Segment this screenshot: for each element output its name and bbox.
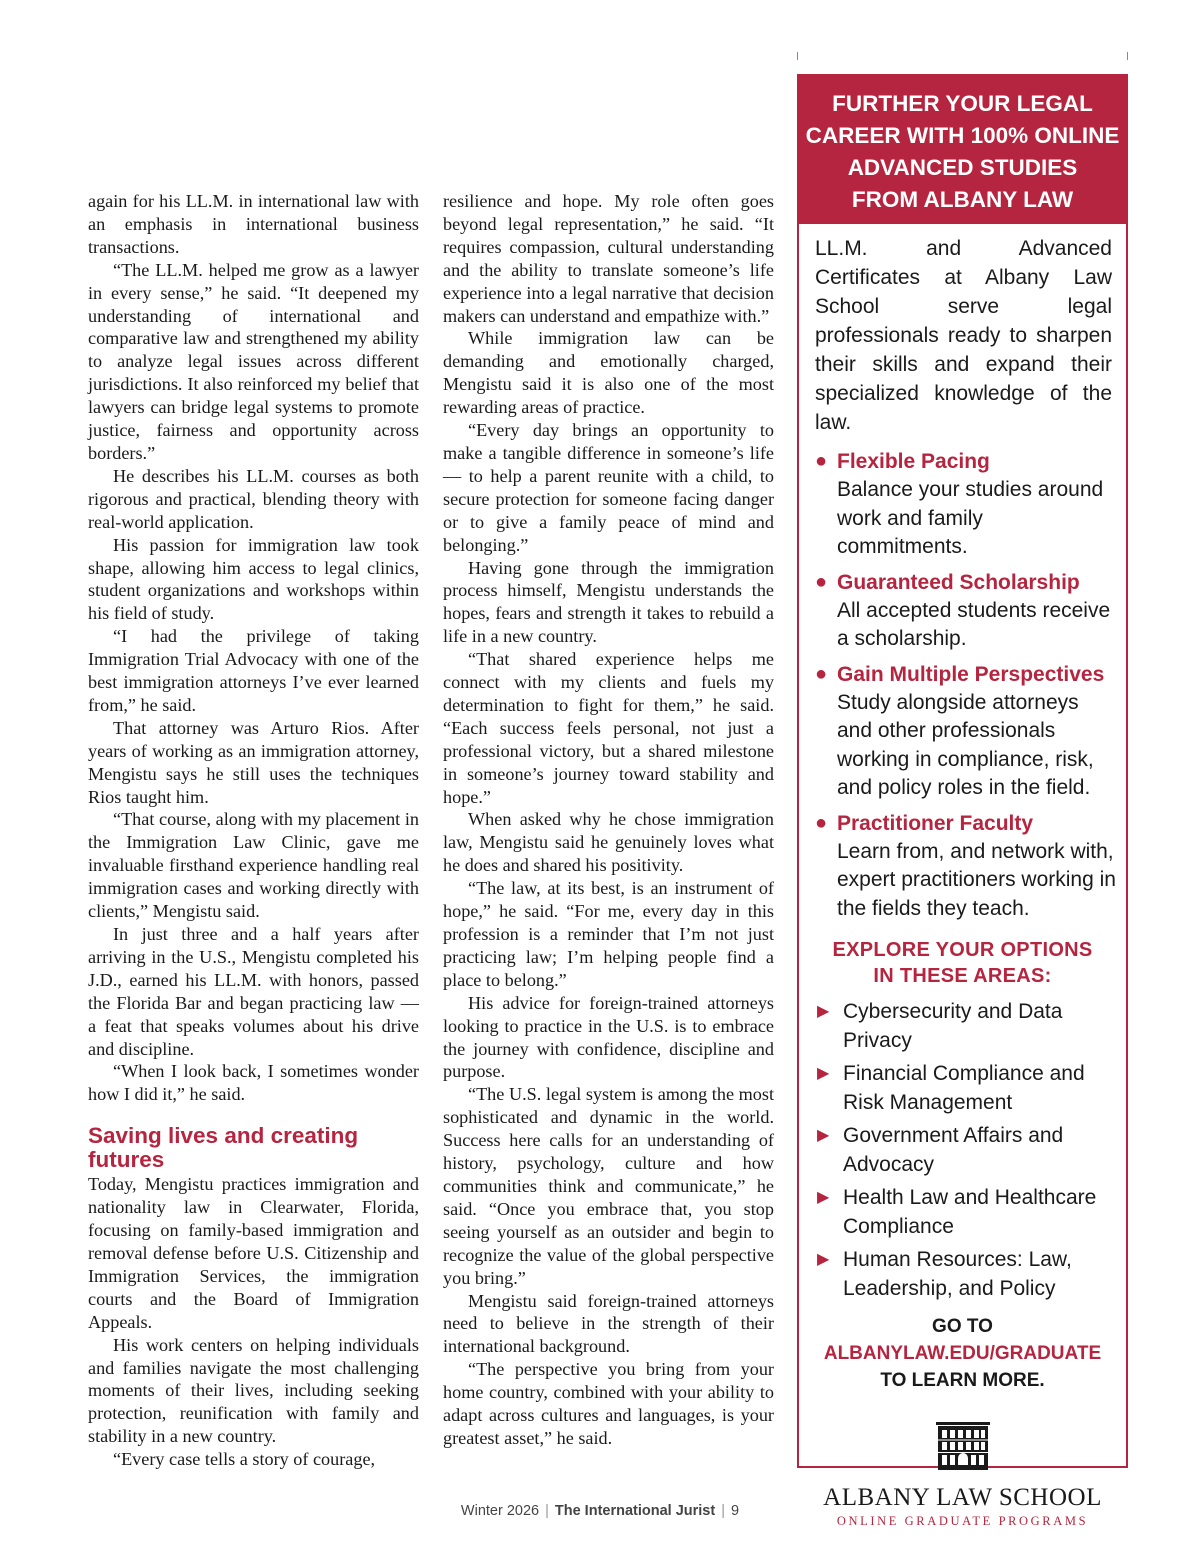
article-paragraph: When asked why he chose immigration law, Mengistu said he genuinely loves what he does and shared his positivity. — [443, 809, 774, 876]
ad-headline-line: FURTHER YOUR LEGAL — [832, 91, 1093, 116]
program-area-label: Financial Compliance and Risk Management — [843, 1062, 1085, 1114]
feature-item — [815, 809, 1118, 924]
triangle-right-icon: ▶ — [817, 1251, 830, 1268]
article-paragraph: again for his LL.M. in international law with an emphasis in international business transactions. — [88, 191, 419, 257]
footer-publication: The International Jurist — [554, 1503, 716, 1519]
feature-list — [799, 447, 1126, 923]
article-paragraph: “Every case tells a story of courage, — [113, 1449, 376, 1470]
triangle-right-icon: ▶ — [817, 1065, 830, 1082]
bullet-icon: ● — [815, 570, 828, 593]
building-icon — [934, 1418, 992, 1472]
article-paragraph: While immigration law can be demanding and emotionally charged, Mengistu said it is also one of the most rewarding areas of practice. — [443, 328, 774, 418]
program-area-label: Health Law and Healthcare Compliance — [843, 1186, 1097, 1238]
feature-title: Flexible Pacing — [837, 450, 990, 473]
cta-url-link[interactable]: ALBANYLAW.EDU/GRADUATE — [823, 1343, 1102, 1364]
bullet-icon: ● — [815, 450, 828, 472]
feature-description: All accepted students receive a scholarship. — [837, 598, 1111, 650]
feature-item — [815, 660, 1118, 803]
triangle-right-icon: ▶ — [817, 1189, 830, 1206]
program-area-label: Government Affairs and Advocacy — [843, 1124, 1064, 1176]
advertisement-sidebar — [797, 74, 1128, 1528]
cta-line: TO LEARN MORE. — [880, 1370, 1045, 1391]
ad-headline — [799, 76, 1126, 224]
program-areas-list — [799, 997, 1126, 1303]
article-paragraph: He describes his LL.M. courses as both rigorous and practical, blending theory with real-world application. — [88, 465, 419, 532]
footer-separator: | — [545, 1503, 549, 1519]
feature-description: Study alongside attorneys and other professionals working in compliance, risk, and policy roles in the field. — [837, 690, 1094, 799]
article-paragraph: Having gone through the immigration process himself, Mengistu understands the hopes, fears and strength it takes to rebuild a life in a new country. — [443, 557, 774, 647]
program-area-item — [817, 1183, 1118, 1241]
article-paragraph: That attorney was Arturo Rios. After years of working as an immigration attorney, Mengistu says he still uses the techniques Rios taught him. — [88, 717, 419, 807]
article-paragraph: In just three and a half years after arriving in the U.S., Mengistu completed his J.D., earned his LL.M. with honors, passed the Florida Bar and began practicing law — a feat that speaks volumes about his drive and discipline. — [88, 924, 419, 1059]
article-paragraph: His work centers on helping individuals and families navigate the most challenging moments of their lives, including seeking protection, reunification with family and stability in a new country. — [88, 1334, 419, 1447]
article-paragraph: Today, Mengistu practices immigration and nationality law in Clearwater, Florida, focusing on family-based immigration and removal defense before U.S. Citizenship and Immigration Services, the immigration courts and the Board of Immigration Appeals. — [88, 1174, 419, 1332]
article-paragraph: “That course, along with my placement in the Immigration Law Clinic, gave me invaluable firsthand experience handling real immigration cases and working directly with clients,” Mengistu said. — [88, 809, 419, 922]
article-paragraph: “I had the privilege of taking Immigration Trial Advocacy with one of the best immigration attorneys I’ve ever learned from,” he said. — [88, 626, 419, 715]
explore-heading-line: IN THESE AREAS: — [873, 965, 1052, 987]
ad-headline-line: CAREER WITH 100% ONLINE — [805, 123, 1120, 148]
footer-issue: Winter 2026 — [460, 1503, 540, 1519]
bullet-icon: ● — [815, 662, 828, 685]
explore-heading-line: EXPLORE YOUR OPTIONS — [832, 939, 1093, 961]
feature-item — [815, 447, 1118, 562]
ad-headline-line: FROM ALBANY LAW — [851, 187, 1074, 212]
crop-mark — [797, 52, 798, 60]
bullet-icon: ● — [815, 811, 828, 834]
article-column-2 — [443, 190, 774, 1450]
article-column-1 — [88, 190, 419, 1471]
section-heading: Saving lives and creating futures — [88, 1123, 359, 1173]
article-paragraph: resilience and hope. My role often goes beyond legal representation,” he said. “It requires compassion, cultural understanding and the ability to translate someone’s life experience into a legal narrative that decision makers can understand and empathize with.” — [443, 191, 774, 326]
footer-separator: | — [721, 1503, 725, 1519]
program-area-label: Human Resources: Law, Leadership, and Policy — [843, 1248, 1072, 1300]
explore-heading — [799, 937, 1126, 989]
page-footer — [0, 1503, 1200, 1519]
article-paragraph: His passion for immigration law took shape, allowing him access to legal clinics, student organizations and workshops within his field of study. — [88, 534, 419, 624]
cta-line: GO TO — [932, 1316, 993, 1337]
article-paragraph: “The law, at its best, is an instrument of hope,” he said. “For me, every day in this profession is a reminder that I’m not just practicing law; I’m helping people find a place to belong.” — [443, 878, 774, 990]
feature-description: Balance your studies around work and family commitments. — [837, 478, 1104, 558]
feature-title: Practitioner Faculty — [837, 811, 1034, 835]
logo-wordmark: ALBANY LAW SCHOOL — [823, 1484, 1102, 1511]
article-paragraph: “The perspective you bring from your home country, combined with your ability to adapt across cultures and languages, is your greatest asset,” he said. — [443, 1359, 774, 1448]
program-area-item — [817, 997, 1118, 1055]
article-paragraph: Mengistu said foreign-trained attorneys need to believe in the strength of their international background. — [443, 1290, 774, 1357]
logo-subtitle: ONLINE GRADUATE PROGRAMS — [836, 1514, 1089, 1528]
program-area-label: Cybersecurity and Data Privacy — [843, 1000, 1063, 1052]
program-area-item — [817, 1059, 1118, 1117]
footer-page-number: 9 — [731, 1503, 740, 1519]
feature-item — [815, 568, 1118, 654]
article-paragraph: “The U.S. legal system is among the most sophisticated and dynamic in the world. Success here calls for an understanding of history, psychology, culture and how communities think and communicate,” he said. “Once you embrace that, you stop seeing yourself as an outsider and begin to recognize the value of the global perspective you bring.” — [443, 1084, 774, 1288]
article-paragraph: “When I look back, I sometimes wonder how I did it,” he said. — [88, 1061, 419, 1105]
triangle-right-icon: ▶ — [817, 1003, 830, 1020]
article-paragraph: “That shared experience helps me connect with my clients and fuels my determination to fight for them,” he said. “Each success feels personal, not just a professional victory, but a shared milestone in someone’s journey toward stability and hope.” — [443, 649, 774, 807]
article-paragraph: “Every day brings an opportunity to make a tangible difference in someone’s life — to help a parent reunite with a child, to secure protection for someone facing danger or to give a family peace of mind and belonging.” — [443, 420, 774, 555]
ad-headline-line: ADVANCED STUDIES — [847, 155, 1078, 180]
feature-title: Gain Multiple Perspectives — [837, 662, 1105, 686]
call-to-action — [799, 1313, 1126, 1394]
ad-intro: LL.M. and Advanced Certificates at Albany Law School serve legal professionals ready to sharpen their skills and expand their specialized knowledge of the law. — [815, 237, 1112, 434]
feature-description: Learn from, and network with, expert practitioners working in the fields they teach. — [837, 839, 1116, 920]
article-paragraph: His advice for foreign-trained attorneys looking to practice in the U.S. is to embrace the journey with confidence, discipline and purpose. — [443, 992, 774, 1082]
feature-title: Guaranteed Scholarship — [837, 570, 1080, 594]
crop-mark — [1127, 52, 1128, 60]
triangle-right-icon: ▶ — [817, 1127, 830, 1144]
program-area-item — [817, 1121, 1118, 1179]
program-area-item — [817, 1245, 1118, 1303]
article-paragraph: “The LL.M. helped me grow as a lawyer in every sense,” he said. “It deepened my understanding of international and comparative law and strengthened my ability to analyze legal issues across different jurisdictions. It also reinforced my belief that lawyers can bridge legal systems to promote justice, fairness and opportunity across borders.” — [88, 259, 419, 463]
